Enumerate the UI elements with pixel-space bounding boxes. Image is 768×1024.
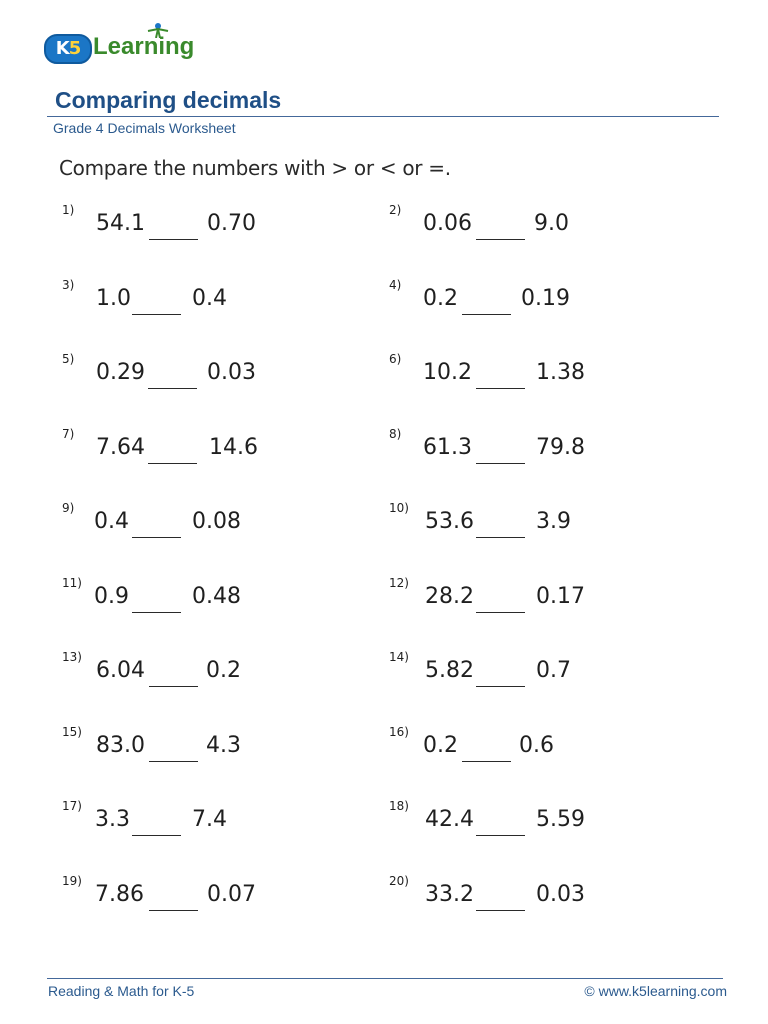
problem-right-number: 1.38 (536, 360, 585, 385)
problem-left-number: 3.3 (95, 807, 130, 832)
problem-right-number: 0.2 (206, 658, 241, 683)
problem-number: 9) (62, 501, 75, 515)
problem-right-number: 3.9 (536, 509, 571, 534)
problem-number: 18) (389, 799, 409, 813)
problem-item (62, 278, 362, 318)
footer-divider (47, 978, 723, 979)
problem-left-number: 0.29 (96, 360, 145, 385)
problem-number: 14) (389, 650, 409, 664)
problem-number: 6) (389, 352, 402, 366)
problem-item (62, 650, 362, 690)
problem-left-number: 42.4 (425, 807, 474, 832)
problem-left-number: 28.2 (425, 583, 474, 609)
problem-item (389, 203, 689, 243)
answer-blank[interactable] (149, 686, 198, 687)
problem-left-number: 33.2 (425, 881, 474, 907)
problem-right-number: 0.07 (207, 881, 256, 907)
problem-number: 19) (62, 873, 82, 888)
problem-left-number: 7.64 (96, 434, 145, 460)
k5-learning-logo (44, 22, 204, 66)
problem-right-number: 0.19 (521, 285, 570, 311)
problem-left-number: 53.6 (425, 509, 474, 534)
problem-number: 10) (389, 501, 409, 515)
problem-right-number: 7.4 (192, 807, 227, 832)
problem-left-number: 7.86 (95, 881, 144, 907)
problem-item (389, 427, 689, 467)
answer-blank[interactable] (476, 612, 525, 613)
footer-tagline: Reading & Math for K-5 (48, 983, 195, 999)
answer-blank[interactable] (462, 314, 511, 315)
problem-number: 3) (62, 277, 75, 292)
problem-number: 1) (62, 203, 75, 217)
problem-item (62, 725, 362, 765)
problem-right-number: 0.08 (192, 509, 241, 534)
answer-blank[interactable] (462, 761, 511, 762)
problem-item (62, 427, 362, 467)
answer-blank[interactable] (476, 910, 525, 911)
answer-blank[interactable] (476, 686, 525, 687)
problem-right-number: 9.0 (534, 211, 569, 236)
problem-left-number: 10.2 (423, 360, 472, 385)
problem-item (62, 576, 362, 616)
problem-right-number: 79.8 (536, 434, 585, 460)
problem-left-number: 0.2 (423, 732, 458, 758)
answer-blank[interactable] (476, 239, 525, 240)
problem-item (62, 799, 362, 839)
problem-number: 11) (62, 575, 82, 590)
problem-number: 2) (389, 203, 402, 217)
problem-item (389, 501, 689, 541)
problem-item (62, 501, 362, 541)
problem-right-number: 0.4 (192, 285, 227, 311)
answer-blank[interactable] (132, 612, 181, 613)
problem-number: 17) (62, 799, 82, 813)
problem-left-number: 61.3 (423, 434, 472, 460)
problem-number: 4) (389, 277, 402, 292)
header-divider (47, 116, 719, 117)
problem-left-number: 0.4 (94, 509, 129, 534)
answer-blank[interactable] (149, 910, 198, 911)
logo-badge (44, 34, 92, 64)
problem-item (389, 576, 689, 616)
problem-right-number: 0.17 (536, 583, 585, 609)
problem-left-number: 0.9 (94, 583, 129, 609)
answer-blank[interactable] (132, 835, 181, 836)
problem-number: 16) (389, 724, 409, 739)
answer-blank[interactable] (148, 388, 197, 389)
problem-right-number: 14.6 (209, 434, 258, 460)
footer-website: © www.k5learning.com (584, 983, 727, 999)
problem-left-number: 83.0 (96, 732, 145, 758)
answer-blank[interactable] (149, 239, 198, 240)
problem-item (389, 874, 689, 914)
problem-right-number: 0.48 (192, 583, 241, 609)
problem-number: 15) (62, 724, 82, 739)
problem-item (389, 725, 689, 765)
answer-blank[interactable] (476, 463, 525, 464)
problem-number: 20) (389, 873, 409, 888)
problem-item (62, 203, 362, 243)
problem-item (62, 874, 362, 914)
problem-number: 12) (389, 575, 409, 590)
problem-item (62, 352, 362, 392)
page-title: Comparing decimals (55, 87, 282, 113)
problem-item (389, 352, 689, 392)
answer-blank[interactable] (132, 537, 181, 538)
problem-right-number: 0.6 (519, 732, 554, 758)
logo-wordmark: Learning (93, 33, 195, 60)
answer-blank[interactable] (149, 761, 198, 762)
answer-blank[interactable] (476, 537, 525, 538)
problem-item (389, 799, 689, 839)
problem-right-number: 5.59 (536, 807, 585, 832)
answer-blank[interactable] (132, 314, 181, 315)
problem-right-number: 0.03 (207, 360, 256, 385)
answer-blank[interactable] (476, 388, 525, 389)
logo-badge-k: K (55, 38, 69, 59)
problem-left-number: 1.0 (96, 285, 131, 311)
logo-badge-5: 5 (68, 38, 81, 59)
problem-number: 13) (62, 650, 82, 664)
problem-number: 8) (389, 426, 402, 441)
page-subtitle: Grade 4 Decimals Worksheet (53, 120, 236, 136)
problem-item (389, 278, 689, 318)
problem-number: 5) (62, 352, 75, 366)
answer-blank[interactable] (148, 463, 197, 464)
problem-left-number: 0.2 (423, 285, 458, 311)
problem-item (389, 650, 689, 690)
problem-left-number: 54.1 (96, 211, 145, 236)
problem-left-number: 6.04 (96, 658, 145, 683)
problem-left-number: 5.82 (425, 658, 474, 683)
problem-right-number: 0.03 (536, 881, 585, 907)
problem-left-number: 0.06 (423, 211, 472, 236)
problem-right-number: 0.70 (207, 211, 256, 236)
instruction-text: Compare the numbers with > or < or =. (59, 156, 451, 180)
answer-blank[interactable] (476, 835, 525, 836)
problem-number: 7) (62, 426, 75, 441)
problem-right-number: 0.7 (536, 658, 571, 683)
problem-right-number: 4.3 (206, 732, 241, 758)
